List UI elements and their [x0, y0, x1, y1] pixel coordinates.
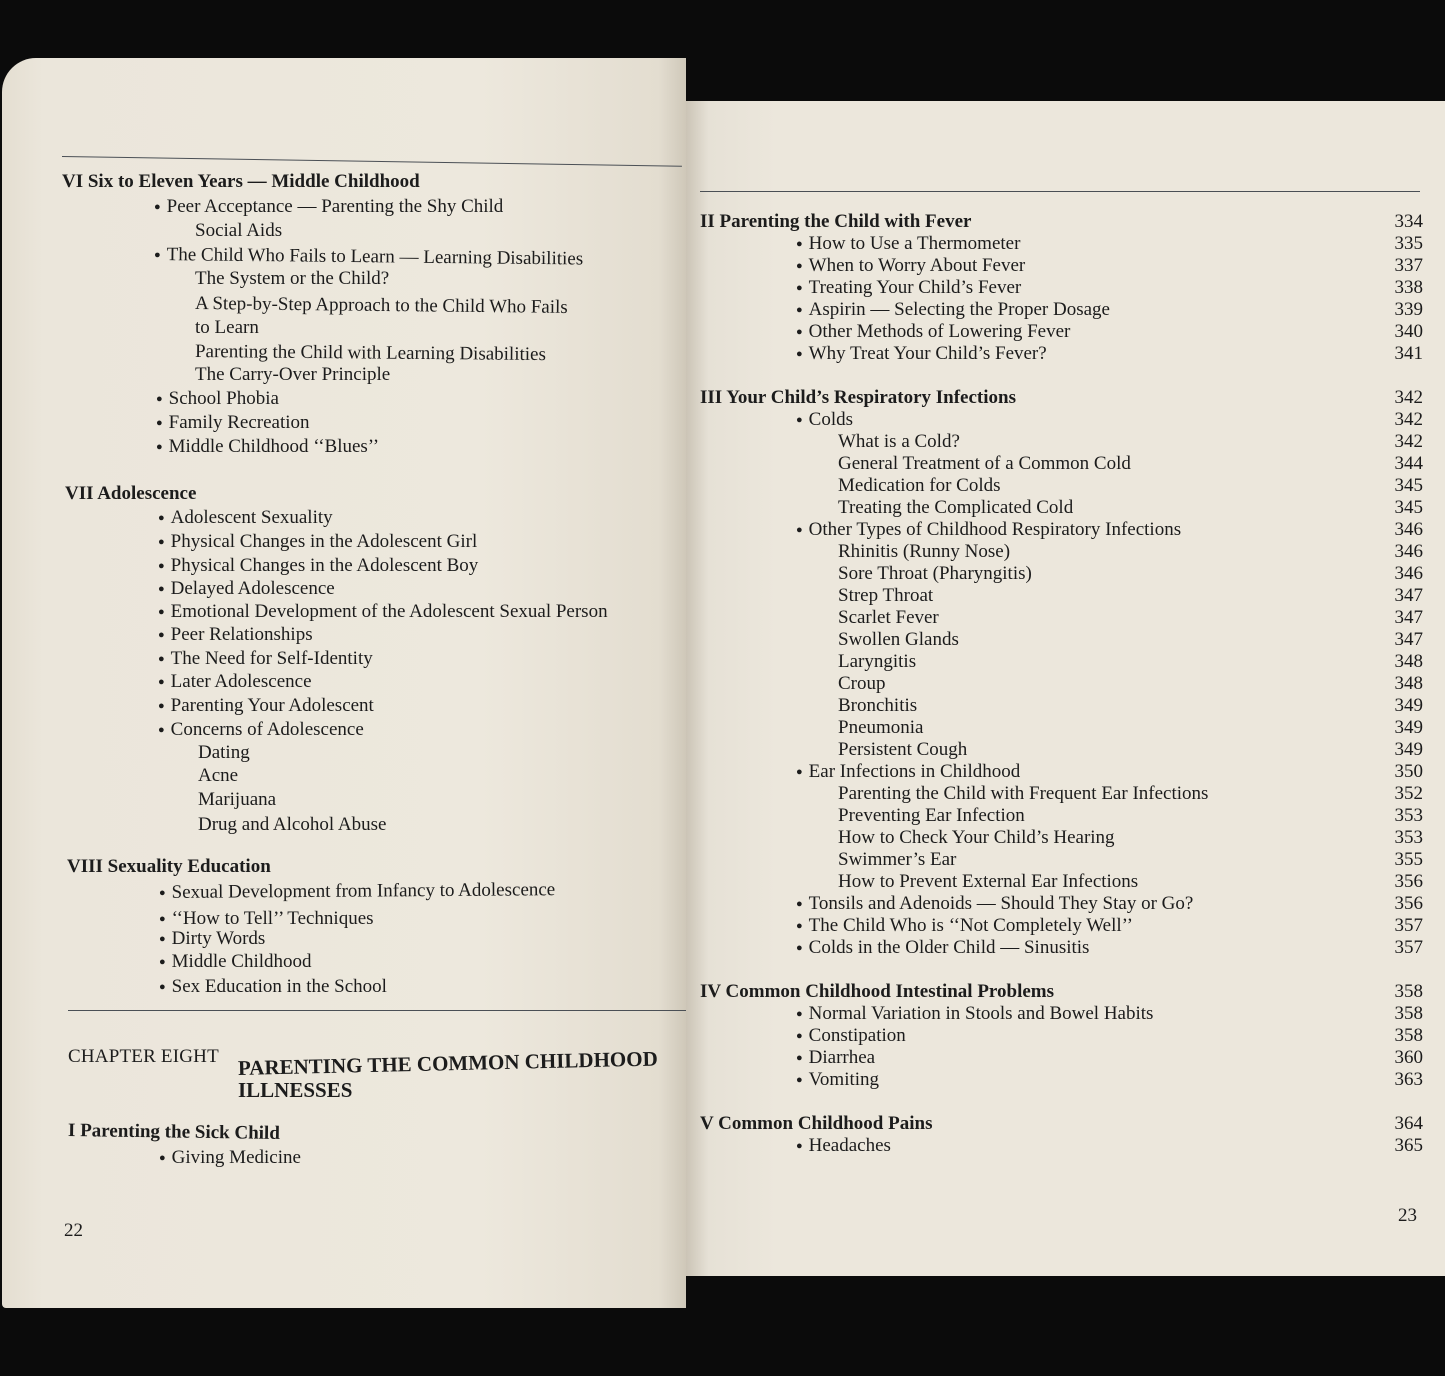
toc-entry-text: Swollen Glands [838, 629, 959, 650]
list-item: ● Physical Changes in the Adolescent Boy [158, 555, 478, 579]
toc-page-number: 339 [1394, 299, 1423, 320]
toc-entry-text: Medication for Colds [838, 475, 1001, 496]
toc-page-number: 353 [1394, 805, 1423, 826]
left-page [2, 58, 686, 1308]
toc-page-number: 342 [1394, 431, 1423, 452]
toc-page-number: 341 [1394, 343, 1423, 364]
list-item: ● Sexual Development from Infancy to Adolescence [159, 879, 555, 906]
toc-section-row [686, 981, 1445, 1003]
chapter-title: ILLNESSES [238, 1078, 353, 1102]
toc-entry-text: Swimmer’s Ear [838, 849, 957, 870]
list-item: ● Later Adolescence [158, 671, 312, 695]
toc-entry-row [686, 277, 1445, 299]
toc-entry-text: ● Aspirin — Selecting the Proper Dosage [796, 299, 1110, 323]
list-item: ● Emotional Development of the Adolescent Sexual Person [158, 601, 608, 625]
section-heading: V Common Childhood Pains [700, 1113, 933, 1134]
toc-entry-text: ● Colds [796, 409, 853, 433]
toc-entry-text: ● How to Use a Thermometer [796, 233, 1020, 257]
toc-page-number: 346 [1394, 563, 1423, 584]
toc-page-number: 349 [1394, 739, 1423, 760]
list-item: ● Physical Changes in the Adolescent Girl [158, 531, 477, 555]
list-item: ● The Need for Self-Identity [158, 648, 373, 672]
list-item: ● Giving Medicine [159, 1147, 301, 1171]
toc-page-number: 345 [1394, 475, 1423, 496]
toc-entry-row [686, 563, 1445, 585]
list-item: ● Parenting Your Adolescent [158, 695, 374, 719]
toc-entry-row [686, 453, 1445, 475]
list-item: ● Family Recreation [156, 412, 310, 436]
toc-page-number: 340 [1394, 321, 1423, 342]
toc-entry-row [686, 431, 1445, 453]
section-heading: II Parenting the Child with Fever [700, 211, 972, 232]
toc-entry-row [686, 475, 1445, 497]
toc-page-number: 358 [1394, 1025, 1423, 1046]
list-item: Social Aids [195, 220, 283, 241]
toc-entry-text: ● When to Worry About Fever [796, 255, 1025, 279]
toc-entry-text: ● Constipation [796, 1025, 906, 1049]
list-item: The System or the Child? [195, 268, 390, 289]
toc-entry-row [686, 519, 1445, 541]
toc-page-number: 352 [1394, 783, 1423, 804]
toc-entry-row [686, 673, 1445, 695]
toc-page-number: 349 [1394, 695, 1423, 716]
toc-entry-text: Persistent Cough [838, 739, 968, 760]
toc-entry-text: Scarlet Fever [838, 607, 939, 628]
toc-entry-row [686, 871, 1445, 893]
toc-entry-text: Treating the Complicated Cold [838, 497, 1074, 518]
toc-page-number: 347 [1394, 629, 1423, 650]
toc-entry-row [686, 739, 1445, 761]
toc-page-number: 353 [1394, 827, 1423, 848]
toc-entry-text: Rhinitis (Runny Nose) [838, 541, 1011, 562]
toc-page-number: 347 [1394, 607, 1423, 628]
toc-section-row [686, 211, 1445, 233]
toc-entry-row [686, 1047, 1445, 1069]
list-item: A Step-by-Step Approach to the Child Who Fails [194, 293, 568, 318]
list-item: ● School Phobia [156, 388, 279, 412]
list-item: ● Peer Relationships [158, 624, 313, 648]
toc-page-number: 346 [1394, 541, 1423, 562]
toc-section-row [686, 387, 1445, 409]
toc-page-number: 365 [1394, 1135, 1423, 1156]
toc-entry-text: ● Diarrhea [796, 1047, 875, 1071]
toc-entry-text: ● Vomiting [796, 1069, 879, 1093]
toc-entry-text: Sore Throat (Pharyngitis) [838, 563, 1032, 584]
toc-entry-row [686, 805, 1445, 827]
page-number: 23 [1398, 1205, 1417, 1226]
toc-entry-text: ● Treating Your Child’s Fever [796, 277, 1021, 301]
toc-page-number: 342 [1394, 409, 1423, 430]
toc-page-number: 356 [1394, 893, 1423, 914]
list-item: ● Adolescent Sexuality [158, 507, 333, 531]
section-heading: VII Adolescence [65, 483, 197, 504]
toc-page-number: 355 [1394, 849, 1423, 870]
toc-entry-row [686, 607, 1445, 629]
toc-entry-row [686, 497, 1445, 519]
toc-page-number: 348 [1394, 651, 1423, 672]
toc-entry-row [686, 893, 1445, 915]
toc-entry-row [686, 299, 1445, 321]
list-item: Parenting the Child with Learning Disabilities [194, 341, 547, 366]
toc-entry-text: Bronchitis [838, 695, 918, 716]
list-item: ● Dirty Words [159, 928, 265, 952]
toc-page-number: 347 [1394, 585, 1423, 606]
toc-page-number: 334 [1394, 211, 1423, 232]
toc-entry-text: Parenting the Child with Frequent Ear Infections [838, 783, 1209, 804]
toc-page-number: 346 [1394, 519, 1423, 540]
toc-entry-row [686, 343, 1445, 365]
list-item: ● The Child Who Fails to Learn — Learning Disabilities [154, 244, 583, 272]
toc-entry-row [686, 651, 1445, 673]
toc-page-number: 358 [1394, 981, 1423, 1002]
toc-entry-text: Croup [838, 673, 886, 694]
toc-entry-row [686, 585, 1445, 607]
toc-page-number: 342 [1394, 387, 1423, 408]
list-item: Drug and Alcohol Abuse [198, 814, 387, 835]
toc-entry-text: ● Other Types of Childhood Respiratory Infections [796, 519, 1181, 543]
section-heading: IV Common Childhood Intestinal Problems [700, 981, 1055, 1002]
list-item: to Learn [195, 317, 259, 338]
toc-entry-text: ● Colds in the Older Child — Sinusitis [796, 937, 1089, 961]
toc-entry-row [686, 409, 1445, 431]
toc-entry-row [686, 827, 1445, 849]
toc-entry-text: ● Other Methods of Lowering Fever [796, 321, 1070, 345]
chapter-label: CHAPTER EIGHT [68, 1046, 219, 1067]
section-heading: VI Six to Eleven Years — Middle Childhood [62, 171, 420, 192]
toc-entry-text: What is a Cold? [838, 431, 960, 452]
toc-entry-text: Preventing Ear Infection [838, 805, 1025, 826]
list-item: The Carry-Over Principle [195, 364, 391, 385]
toc-entry-row [686, 233, 1445, 255]
toc-page-number: 357 [1394, 937, 1423, 958]
toc-entry-row [686, 1025, 1445, 1047]
top-rule [62, 156, 682, 167]
toc-entry-text: ● Normal Variation in Stools and Bowel Habits [796, 1003, 1153, 1027]
top-rule [700, 191, 1420, 192]
toc-entry-text: ● Headaches [796, 1135, 891, 1159]
toc-entry-row [686, 1069, 1445, 1091]
list-item: ● Middle Childhood ‘‘Blues’’ [156, 436, 379, 460]
toc-page-number: 349 [1394, 717, 1423, 738]
toc-entry-row [686, 761, 1445, 783]
toc-entry-text: How to Prevent External Ear Infections [838, 871, 1139, 892]
toc-entry-text: Strep Throat [838, 585, 934, 606]
toc-page-number: 335 [1394, 233, 1423, 254]
toc-entry-row [686, 937, 1445, 959]
toc-entry-row [686, 321, 1445, 343]
toc-entry-row [686, 1135, 1445, 1157]
toc-section-row [686, 1113, 1445, 1135]
toc-entry-row [686, 541, 1445, 563]
toc-entry-row [686, 629, 1445, 651]
toc-entry-text: How to Check Your Child’s Hearing [838, 827, 1115, 848]
list-item: ● Middle Childhood [159, 951, 312, 975]
section-rule [68, 1010, 686, 1011]
toc-entry-row [686, 1003, 1445, 1025]
section-heading: VIII Sexuality Education [67, 856, 271, 877]
toc-entry-row [686, 915, 1445, 937]
toc-page-number: 338 [1394, 277, 1423, 298]
toc-entry-row [686, 783, 1445, 805]
right-page [686, 101, 1445, 1276]
toc-entry-text: ● Ear Infections in Childhood [796, 761, 1020, 785]
list-item: ● ‘‘How to Tell’’ Techniques [159, 908, 374, 932]
section-heading: III Your Child’s Respiratory Infections [700, 387, 1016, 408]
page-number: 22 [64, 1220, 83, 1241]
list-item: ● Sex Education in the School [159, 976, 387, 1000]
toc-entry-row [686, 849, 1445, 871]
toc-page-number: 358 [1394, 1003, 1423, 1024]
toc-entry-text: Pneumonia [838, 717, 924, 738]
toc-page-number: 364 [1394, 1113, 1423, 1134]
toc-entry-text: ● Why Treat Your Child’s Fever? [796, 343, 1047, 367]
chapter-title: PARENTING THE COMMON CHILDHOOD [237, 1046, 658, 1080]
toc-page-number: 344 [1394, 453, 1423, 474]
toc-page-number: 337 [1394, 255, 1423, 276]
toc-page-number: 360 [1394, 1047, 1423, 1068]
toc-page-number: 348 [1394, 673, 1423, 694]
list-item: Acne [198, 765, 239, 786]
list-item: Marijuana [198, 789, 277, 810]
toc-entry-text: General Treatment of a Common Cold [838, 453, 1131, 474]
toc-entry-text: ● The Child Who is ‘‘Not Completely Well’’ [796, 915, 1133, 939]
toc-page-number: 350 [1394, 761, 1423, 782]
toc-page-number: 363 [1394, 1069, 1423, 1090]
toc-page-number: 357 [1394, 915, 1423, 936]
toc-entry-text: ● Tonsils and Adenoids — Should They Stay or Go? [796, 893, 1193, 917]
toc-entry-row [686, 255, 1445, 277]
list-item: ● Concerns of Adolescence [158, 719, 364, 743]
section-heading: I Parenting the Sick Child [67, 1120, 280, 1144]
toc-entry-row [686, 717, 1445, 739]
toc-page-number: 345 [1394, 497, 1423, 518]
list-item: ● Peer Acceptance — Parenting the Shy Child [154, 196, 503, 220]
toc-page-number: 356 [1394, 871, 1423, 892]
toc-entry-text: Laryngitis [838, 651, 917, 672]
list-item: Dating [198, 742, 250, 763]
toc-entry-row [686, 695, 1445, 717]
list-item: ● Delayed Adolescence [158, 578, 335, 602]
